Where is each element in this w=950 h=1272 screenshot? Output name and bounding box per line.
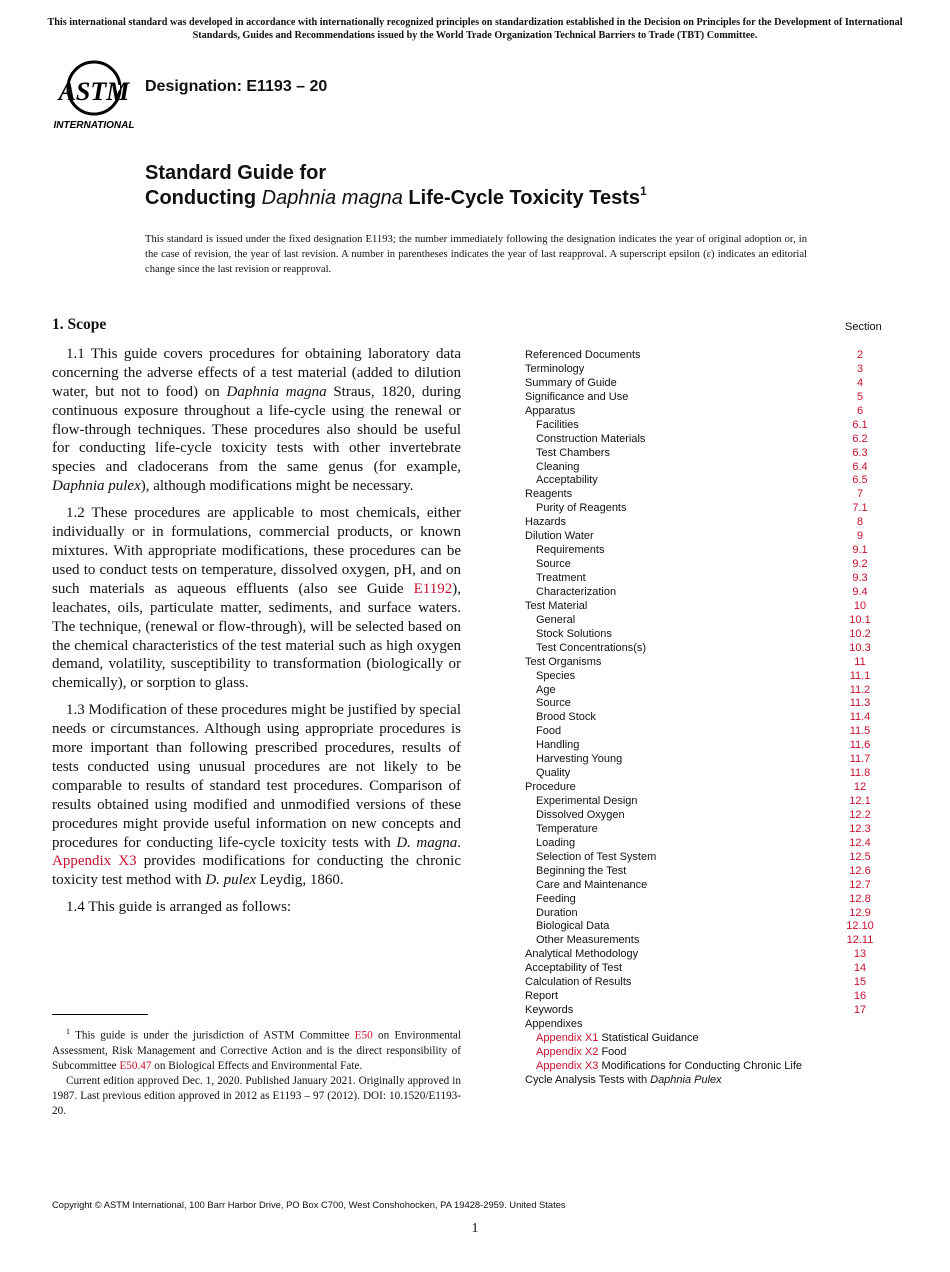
toc-appendix-label: Modifications for Conducting Chronic Life — [601, 1059, 802, 1072]
logo-letters: ASTM — [58, 77, 130, 106]
toc-entry-section-link[interactable]: 2 — [856, 349, 864, 361]
toc-appendix-link[interactable]: Appendix X1 — [536, 1031, 599, 1044]
toc-entry-section-link[interactable]: 14 — [853, 962, 867, 975]
scope-heading: 1. Scope — [52, 316, 107, 333]
toc-entry-section-link[interactable]: 11 — [854, 655, 866, 668]
toc-entry-section-link[interactable]: 5 — [856, 390, 864, 403]
title-footnote-mark[interactable]: 1 — [639, 184, 647, 198]
toc-entry — [525, 865, 885, 879]
toc-entry — [525, 642, 885, 656]
toc-entry-section-link[interactable]: 11.7 — [849, 753, 871, 766]
toc-entry-section-link[interactable]: 16 — [853, 990, 867, 1003]
toc-entry — [525, 363, 885, 377]
toc-entry — [525, 586, 885, 600]
toc-entry-label: Harvesting Young — [536, 753, 623, 766]
issued-notice: This standard is issued under the fixed designation E1193; the number immediately following the designation indicates the year of original adoption or, in the case of revision, the year of last revision. A number in parentheses indicates the year of last reapproval. A superscript epsilon (ε) indicates an editorial change since the last revision or reapproval. — [145, 234, 807, 275]
title-line-1: Standard Guide for — [145, 162, 327, 184]
toc-entry-section-link[interactable]: 12.4 — [849, 836, 871, 849]
toc-entry-section-link[interactable]: 12.5 — [849, 850, 871, 863]
toc-entry-label: Feeding — [536, 892, 576, 905]
toc-entry-label: Test Material — [525, 599, 588, 612]
toc-entry-label: Reagents — [525, 488, 573, 501]
toc-entry — [525, 461, 885, 475]
toc-entry — [525, 670, 885, 684]
toc-entry — [525, 433, 885, 447]
toc-appendix-entry — [525, 1060, 885, 1074]
toc-entry-section-link[interactable]: 9.2 — [852, 558, 868, 571]
toc-entry — [525, 530, 885, 544]
toc-entry-label: Quality — [536, 767, 571, 780]
toc-entry-label: Characterization — [536, 585, 617, 598]
toc-entry-section-link[interactable]: 9 — [856, 530, 864, 543]
toc-entry-label: Facilities — [536, 418, 579, 431]
toc-appendix-label: Statistical Guidance — [601, 1031, 699, 1044]
toc-entry-label: Food — [536, 725, 562, 738]
scope-section — [52, 316, 461, 925]
toc-entry-section-link[interactable]: 12.9 — [849, 906, 871, 919]
toc-entry-label: Handling — [536, 739, 580, 752]
toc-entry-section-link[interactable]: 11.4 — [849, 711, 871, 724]
toc-entry-label: Source — [536, 697, 571, 710]
toc-entry — [525, 781, 885, 795]
toc-entry-section-link[interactable]: 12.1 — [849, 795, 871, 807]
toc-entry-section-link[interactable]: 11.1 — [849, 669, 871, 682]
toc-entry-label: Species — [536, 669, 576, 682]
toc-entry — [525, 544, 885, 558]
paragraph-1-1: 1.1 This guide covers procedures for obtaining laboratory data concerning the adverse effects of a test material (added to dilution water, but not to food) on Daphnia magna Straus, 1820, during continuous exposure throughout a life-cycle using the renewal or flow-through techniques. These procedures also should be useful for conducting life-cycle toxicity tests with other invertebrate species and cladocerans from the same genus (for example, Daphnia pulex), although modifications might be necessary. — [52, 345, 462, 495]
toc-entry — [525, 907, 885, 921]
toc-entry-label: Duration — [536, 906, 578, 919]
toc-entry — [525, 739, 885, 753]
toc-entry — [525, 990, 885, 1004]
toc-entry — [525, 851, 885, 865]
title-pre: Conducting — [145, 187, 262, 209]
toc-entry-label: Test Chambers — [536, 446, 610, 459]
toc-entry-label: Summary of Guide — [525, 376, 617, 389]
toc-entry-section-link[interactable]: 11.5 — [849, 725, 871, 738]
toc-appendix-link[interactable]: Appendix X3 — [536, 1059, 599, 1072]
toc-entry-label: Treatment — [536, 572, 586, 584]
astm-logo — [52, 56, 136, 134]
footnote-divider — [52, 1014, 148, 1015]
paragraph-1-3: 1.3 Modification of these procedures might be justified by special needs or circumstances. Although using appropriate procedures is more important than following prescribed procedures, results of tests conducted using unusual procedures are not likely to be comparable to results of standard test procedures. Comparison of results obtained using modified and unmodified versions of these procedures might provide useful information on new concepts and procedures for conducting life-cycle toxicity tests with D. magna. Appendix X3 provides modifications for conducting the chronic toxicity test method with D. pulex Leydig, 1860. — [52, 702, 461, 889]
toc-entry-label: Stock Solutions — [536, 627, 612, 640]
link-appendix-x3[interactable]: Appendix X3 — [52, 853, 137, 870]
toc-entry — [525, 962, 885, 976]
toc-entry-label: Terminology — [525, 362, 585, 375]
toc-entry — [525, 879, 885, 893]
toc-entry — [525, 656, 885, 670]
toc-entry — [525, 516, 885, 530]
toc-entry — [525, 809, 885, 823]
toc-entry-section-link[interactable]: 17 — [853, 1004, 867, 1017]
toc-appendix-link[interactable]: Appendix X2 — [536, 1045, 599, 1058]
toc-entry-label: General — [536, 613, 576, 626]
toc-entry-label: Care and Maintenance — [536, 878, 648, 891]
toc-entry — [525, 697, 885, 711]
toc-appendix-label: Food — [601, 1045, 627, 1058]
toc-entry — [525, 934, 885, 948]
toc-entry-section-link[interactable]: 10.3 — [849, 641, 871, 654]
toc-entry — [525, 684, 885, 698]
link-e50-47[interactable]: E50.47 — [119, 1059, 152, 1072]
toc-entry — [525, 823, 885, 837]
page-number: 1 — [471, 1221, 479, 1236]
toc-entry-section-link[interactable]: 6.3 — [852, 446, 868, 459]
copyright: Copyright © ASTM International, 100 Barr Harbor Drive, PO Box C700, West Conshohocken, PA 19428-2959. United States — [52, 1199, 566, 1210]
toc-entry — [525, 572, 885, 586]
toc-appendix-entry — [525, 1046, 885, 1060]
toc-entry-label: Dilution Water — [525, 530, 594, 543]
toc-entry-section-link[interactable]: 12.7 — [849, 878, 871, 891]
toc-entry-section-link[interactable]: 7.1 — [852, 502, 868, 515]
toc-entry-label: Requirements — [536, 544, 605, 557]
designation: Designation: E1193 – 20 — [145, 78, 328, 95]
toc-entry — [525, 614, 885, 628]
toc-entry — [525, 767, 885, 781]
toc-entry-section-link[interactable]: 8 — [856, 516, 864, 529]
toc-entry-section-link[interactable]: 11.6 — [849, 739, 871, 752]
toc-entry-label: Referenced Documents — [525, 349, 641, 361]
toc-entry-section-link[interactable]: 10 — [853, 599, 867, 612]
toc-entry-section-link[interactable]: 12.11 — [846, 934, 874, 947]
toc-entry — [525, 795, 885, 809]
toc-section-header: Section — [845, 321, 882, 333]
toc-entry — [525, 893, 885, 907]
toc-entry-section-link[interactable]: 11.8 — [849, 767, 871, 780]
toc-entry — [525, 711, 885, 725]
toc-entry — [525, 502, 885, 516]
toc-entry-section-link[interactable]: 6 — [856, 404, 864, 417]
toc-entry-section-link[interactable]: 13 — [853, 948, 867, 961]
toc-entry-label: Temperature — [536, 822, 598, 835]
toc-entry — [525, 405, 885, 419]
toc-entry-label: Brood Stock — [536, 711, 596, 724]
toc-appendix-entry — [525, 1032, 885, 1046]
paragraph-1-2: 1.2 These procedures are applicable to most chemicals, either individually or in formulations, commercial products, or known mixtures. With appropriate modifications, these procedures can be used to conduct tests on temperature, dissolved oxygen, pH, and on such materials as aqueous effluents (also see Guide E1192), leachates, oils, particulate matter, sediments, and surface waters. The technique, (renewal or flow-through), will be selected based on the chemical characteristics of the test material such as high oxygen demand, volatility, susceptibility to transformation (biologically or chemically), or sorption to glass. — [52, 505, 461, 692]
link-e1192[interactable]: E1192 — [413, 580, 453, 597]
logo-org: INTERNATIONAL — [53, 120, 135, 131]
toc-entry-label: Purity of Reagents — [536, 502, 627, 515]
toc-entry — [525, 753, 885, 767]
toc-appendix-continuation: Cycle Analysis Tests with Daphnia Pulex — [525, 1073, 722, 1086]
title-line-2 — [145, 186, 647, 211]
toc-entry-label: Apparatus — [525, 404, 576, 417]
toc-entry-label: Source — [536, 558, 571, 571]
toc-entry-section-link[interactable]: 9.3 — [852, 572, 868, 584]
toc-entry-label: Beginning the Test — [536, 864, 627, 877]
toc-entry-label: Test Organisms — [525, 655, 602, 668]
toc-entry-label: Test Concentrations(s) — [536, 641, 647, 654]
toc-entry — [525, 920, 885, 934]
toc-entry — [525, 976, 885, 990]
toc-entry-section-link[interactable]: 9.4 — [852, 585, 868, 598]
toc-entry-section-link[interactable]: 12.2 — [849, 808, 871, 821]
toc-entry-label: Other Measurements — [536, 934, 640, 947]
toc-entry-label: Dissolved Oxygen — [536, 808, 625, 821]
toc-entry-section-link[interactable]: 11.3 — [849, 697, 871, 710]
link-e50[interactable]: E50 — [354, 1029, 373, 1042]
toc-entry — [525, 600, 885, 614]
toc-entry — [525, 837, 885, 851]
toc-entry-label: Significance and Use — [525, 390, 629, 403]
document-title — [145, 161, 647, 211]
toc-entry-section-link[interactable]: 6.1 — [852, 418, 868, 431]
toc-entry-label: Loading — [536, 836, 576, 849]
toc-entry — [525, 628, 885, 642]
toc-appendixes-heading: Appendixes — [525, 1018, 583, 1030]
toc-entry-section-link[interactable]: 12.6 — [849, 864, 871, 877]
toc-entry-section-link[interactable]: 12.8 — [849, 892, 871, 905]
toc-entry-label: Acceptability of Test — [525, 962, 623, 975]
toc-entry-label: Experimental Design — [536, 795, 638, 807]
toc-entry-label: Keywords — [525, 1004, 574, 1017]
toc-entry-section-link[interactable]: 12 — [853, 781, 867, 794]
wto-notice: This international standard was developed in accordance with internationally recognized principles on standardization established in the Decision on Principles for the Development of International Standards, Guides and Recommendations issued by the World Trade Organization Technical Barriers to Trade (TBT) Committee. — [47, 17, 903, 41]
toc-entry-section-link[interactable]: 9.1 — [852, 544, 868, 557]
toc-entry-label: Procedure — [525, 781, 576, 794]
toc-entry — [525, 725, 885, 739]
toc-entry-label: Hazards — [525, 516, 566, 529]
toc-entry-section-link[interactable]: 12.10 — [846, 920, 874, 933]
toc-entry-section-link[interactable]: 15 — [853, 976, 867, 989]
toc-entry-section-link[interactable]: 3 — [856, 362, 864, 375]
toc-entry-label: Acceptability — [536, 474, 598, 487]
toc-entry-label: Calculation of Results — [525, 976, 632, 989]
paragraph-1-4: 1.4 This guide is arranged as follows: — [66, 899, 292, 916]
toc-entry — [525, 488, 885, 502]
toc-entry-label: Age — [536, 683, 556, 696]
toc-entry-section-link[interactable]: 12.3 — [849, 822, 871, 835]
toc-entry-label: Analytical Methodology — [525, 948, 639, 961]
toc-entry — [525, 377, 885, 391]
toc-entry-label: Selection of Test System — [536, 850, 657, 863]
toc-entry-section-link[interactable]: 4 — [856, 376, 864, 389]
table-of-contents — [525, 349, 885, 1088]
toc-entry — [525, 948, 885, 962]
toc-entry-section-link[interactable]: 6.2 — [852, 432, 868, 445]
toc-entry-section-link[interactable]: 11.2 — [849, 683, 871, 696]
footnote-edition: Current edition approved Dec. 1, 2020. Published January 2021. Originally approved in 1987. Last previous edition approved in 2012 as E1193 – 97 (2012). DOI: 10.1520/E1193-20. — [52, 1074, 461, 1117]
toc-entry-label: Report — [525, 990, 559, 1003]
toc-entry-label: Biological Data — [536, 920, 610, 933]
toc-entry — [525, 419, 885, 433]
toc-entry — [525, 391, 885, 405]
footnote — [52, 1024, 461, 1119]
footnote-jurisdiction: $^1$ This guide is under the jurisdiction of ASTM Committee E50 on Environmental Assessment, Risk Management and Corrective Action and is the direct responsibility of Subcommittee E50.47 on Biological Effects and Environmental Fate. — [52, 1027, 461, 1072]
title-post: Life-Cycle Toxicity Tests — [402, 187, 640, 209]
title-species: Daphnia magna — [261, 187, 403, 209]
toc-entry — [525, 474, 885, 488]
toc-entry-section-link[interactable]: 6.5 — [852, 474, 868, 487]
toc-entry — [525, 1004, 885, 1018]
toc-entry — [525, 447, 885, 461]
toc-entry-section-link[interactable]: 10.2 — [849, 627, 871, 640]
toc-entry-section-link[interactable]: 6.4 — [852, 460, 868, 473]
toc-entry-section-link[interactable]: 7 — [856, 488, 864, 501]
toc-entry-label: Cleaning — [536, 460, 580, 473]
toc-entry-label: Construction Materials — [536, 432, 646, 445]
toc-entry-section-link[interactable]: 10.1 — [849, 613, 871, 626]
toc-entry — [525, 349, 885, 363]
toc-entry — [525, 558, 885, 572]
